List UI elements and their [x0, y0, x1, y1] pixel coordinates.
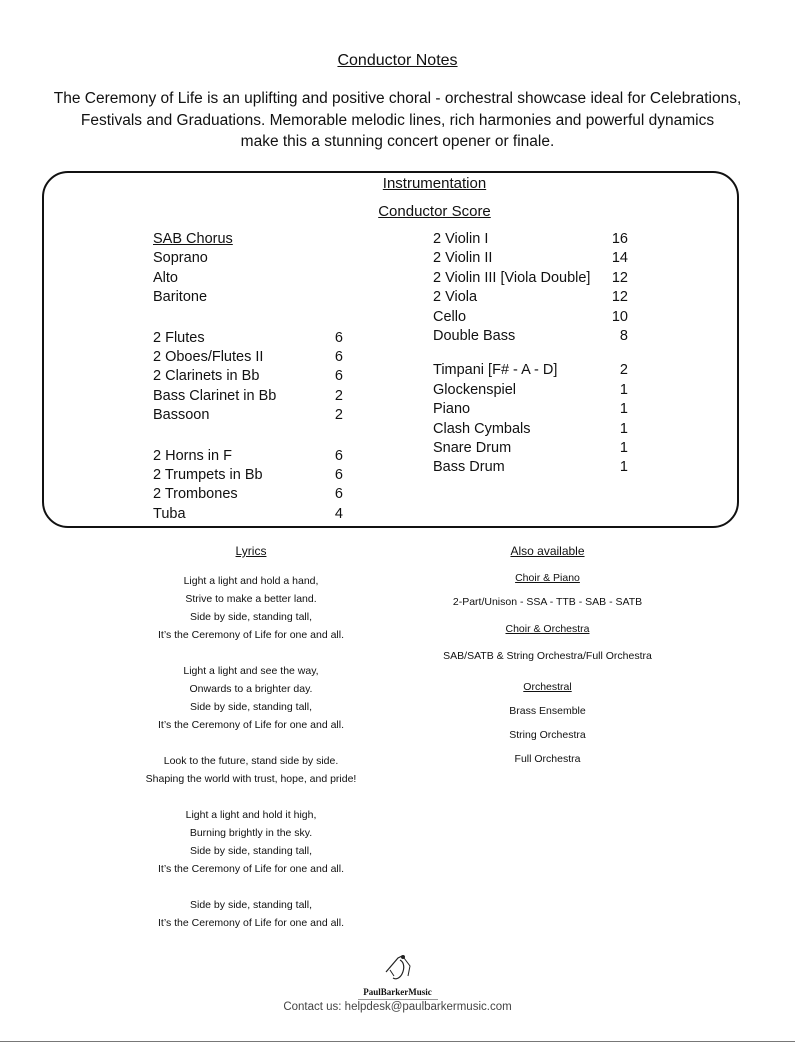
contact-footer: Contact us: helpdesk@paulbarkermusic.com — [283, 1001, 512, 1013]
lyric-line: Light a light and hold it high, — [185, 809, 317, 821]
instrument-name: Timpani [F# - A - D] — [433, 362, 558, 379]
instrument-name: Bass Drum — [433, 459, 505, 476]
instrumentation-title: Instrumentation — [382, 175, 487, 192]
arrangement-item: 2-Part/Unison - SSA - TTB - SAB - SATB — [452, 596, 643, 608]
instrument-name: Bassoon — [153, 407, 210, 424]
instrument-row — [433, 361, 628, 380]
instrument-name: Glockenspiel — [433, 381, 517, 398]
instrument-name: Bass Clarinet in Bb — [153, 387, 277, 404]
instrument-name: Piano — [433, 401, 471, 418]
intro-paragraph — [40, 88, 755, 153]
instrument-name: Cello — [433, 308, 467, 325]
lyric-line: It’s the Ceremony of Life for one and all. — [158, 863, 344, 875]
lyric-line: Side by side, standing tall, — [190, 611, 312, 623]
instrument-count: 1 — [619, 440, 628, 457]
instrument-row — [433, 458, 628, 477]
lyrics-stanza — [110, 806, 392, 878]
instrument-row — [153, 387, 343, 406]
voice-item: Soprano — [153, 250, 208, 267]
instrument-row — [153, 485, 343, 504]
instrument-row — [433, 249, 628, 268]
lyric-line: Shaping the world with trust, hope, and pride! — [145, 773, 357, 785]
logo — [340, 952, 455, 1000]
lyrics-stanza — [110, 752, 392, 788]
instrument-count: 2 — [619, 362, 628, 379]
instrument-count: 6 — [334, 486, 343, 503]
instrument-row — [153, 466, 343, 485]
instrument-count: 6 — [334, 368, 343, 385]
instrument-count: 2 — [334, 387, 343, 404]
violinist-icon — [378, 952, 418, 984]
intro-line: Festivals and Graduations. Memorable melodic lines, rich harmonies and powerful dynamics — [80, 111, 715, 129]
page-title: Conductor Notes — [337, 52, 458, 69]
arrangement-item: SAB/SATB & String Orchestra/Full Orchestra — [443, 650, 652, 662]
arrangement-item: Full Orchestra — [514, 753, 581, 765]
lyric-line: It’s the Ceremony of Life for one and all. — [158, 917, 344, 929]
instrument-count: 12 — [611, 269, 628, 286]
instrument-count: 12 — [611, 289, 628, 306]
lyrics-section — [110, 544, 392, 932]
voice-item: Baritone — [153, 289, 208, 306]
instrument-count: 6 — [334, 447, 343, 464]
lyric-line: It’s the Ceremony of Life for one and all. — [158, 629, 344, 641]
lyric-line: Side by side, standing tall, — [190, 701, 312, 713]
left-column — [153, 230, 343, 524]
instrument-count: 10 — [611, 308, 628, 325]
instrument-count: 16 — [611, 231, 628, 247]
lyrics-stanza — [110, 662, 392, 734]
bottom-divider — [0, 1041, 795, 1042]
voice-item: Alto — [153, 269, 178, 286]
lyric-line: Look to the future, stand side by side. — [163, 755, 339, 767]
chorus-heading: SAB Chorus — [153, 231, 233, 247]
instrument-row — [433, 308, 628, 327]
instrument-row — [153, 367, 343, 386]
lyric-line: Side by side, standing tall, — [190, 899, 312, 911]
instrument-name: Snare Drum — [433, 440, 512, 457]
instrument-row — [433, 230, 628, 249]
instrument-count: 1 — [619, 401, 628, 418]
lyric-line: Light a light and hold a hand, — [183, 575, 319, 587]
instrument-name: 2 Violin II — [433, 250, 493, 267]
instrument-row — [153, 348, 343, 367]
instrument-name: 2 Viola — [433, 289, 478, 306]
instrument-row — [153, 329, 343, 348]
instrument-row — [433, 439, 628, 458]
lyrics-title: Lyrics — [235, 544, 267, 558]
instrument-name: 2 Violin III [Viola Double] — [433, 269, 591, 286]
instrument-count: 4 — [334, 505, 343, 522]
instrument-name: 2 Violin I — [433, 231, 489, 247]
instrument-count: 1 — [619, 420, 628, 437]
instrument-row — [433, 269, 628, 288]
instrument-count: 1 — [619, 381, 628, 398]
arrangement-heading: Orchestral — [523, 681, 572, 693]
instrument-count: 1 — [619, 459, 628, 476]
instrument-row — [153, 505, 343, 524]
intro-line: make this a stunning concert opener or finale. — [240, 133, 555, 150]
arrangement-heading: Choir & Piano — [515, 572, 580, 584]
instrument-name: 2 Clarinets in Bb — [153, 368, 260, 385]
instrument-name: 2 Trumpets in Bb — [153, 467, 263, 484]
instrument-count: 2 — [334, 407, 343, 424]
right-column — [433, 230, 628, 478]
lyric-line: It’s the Ceremony of Life for one and all. — [158, 719, 344, 731]
instrument-count: 6 — [334, 467, 343, 484]
instrument-name: 2 Horns in F — [153, 447, 232, 464]
logo-underline — [358, 999, 438, 1000]
instrument-row — [153, 406, 343, 425]
lyric-line: Light a light and see the way, — [183, 665, 319, 677]
instrument-count: 6 — [334, 329, 343, 346]
lyric-line: Strive to make a better land. — [185, 593, 317, 605]
instrument-count: 6 — [334, 349, 343, 366]
instrument-name: 2 Oboes/Flutes II — [153, 349, 264, 366]
instrument-row — [153, 447, 343, 466]
instrument-row — [433, 400, 628, 419]
logo-wordmark: PaulBarkerMusic — [363, 987, 432, 997]
conductor-score-label: Conductor Score — [378, 203, 491, 220]
also-available-title: Also available — [510, 544, 585, 558]
instrument-name: Tuba — [153, 505, 186, 522]
intro-line: The Ceremony of Life is an uplifting and positive choral - orchestral showcase ideal for Celebrations, — [53, 90, 742, 107]
instrumentation-box — [42, 171, 739, 528]
lyrics-stanza — [110, 896, 392, 932]
instrument-name: Double Bass — [433, 328, 516, 345]
lyrics-stanza — [110, 572, 392, 644]
arrangement-item: Brass Ensemble — [509, 705, 586, 717]
instrument-name: 2 Flutes — [153, 329, 205, 346]
instrument-row — [433, 420, 628, 439]
instrument-name: Clash Cymbals — [433, 420, 531, 437]
instrument-row — [433, 327, 628, 346]
lyric-line: Burning brightly in the sky. — [189, 827, 313, 839]
arrangement-item: String Orchestra — [509, 729, 586, 741]
instrument-name: 2 Trombones — [153, 486, 238, 503]
arrangement-heading: Choir & Orchestra — [505, 623, 590, 635]
instrument-count: 14 — [611, 250, 628, 267]
lyric-line: Onwards to a brighter day. — [189, 683, 313, 695]
instrument-row — [433, 288, 628, 307]
lyric-line: Side by side, standing tall, — [190, 845, 312, 857]
instrument-row — [433, 381, 628, 400]
also-available-section — [420, 544, 675, 771]
instrument-count: 8 — [619, 328, 628, 345]
